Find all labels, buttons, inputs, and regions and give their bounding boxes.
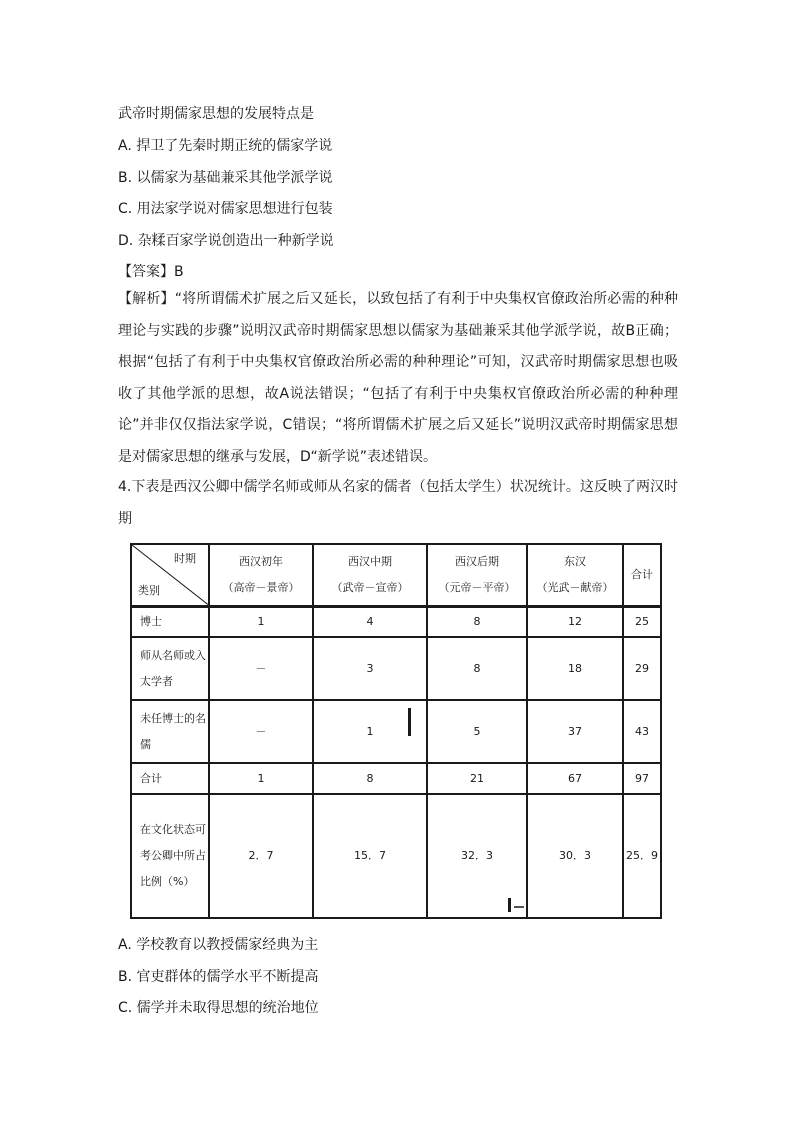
- table-cell: 5: [427, 700, 527, 763]
- table-cell: －: [209, 700, 313, 763]
- table-cell: 1: [313, 700, 427, 763]
- table-cell: 25: [623, 606, 661, 637]
- table-cell: 29: [623, 637, 661, 700]
- table-cell: 21: [427, 763, 527, 794]
- table-cell: 12: [527, 606, 623, 637]
- table-cell: 15．7: [313, 794, 427, 918]
- table-cell: 2．7: [209, 794, 313, 918]
- option-d: D. 杂糅百家学说创造出一种新学说: [118, 233, 334, 249]
- row-label: 在文化状态可考公卿中所占比例（%）: [131, 794, 209, 918]
- option-a: A. 捍卫了先秦时期正统的儒家学说: [118, 138, 333, 154]
- column-header: 西汉初年 （高帝－景帝）: [209, 544, 313, 606]
- table-cell: －: [209, 637, 313, 700]
- table-row: [131, 794, 661, 918]
- table-cell: 8: [313, 763, 427, 794]
- table-row: [131, 606, 661, 637]
- question-4-option-a: A. 学校教育以教授儒家经典为主: [118, 937, 319, 953]
- table-cell: 37: [527, 700, 623, 763]
- corner-period-label: 时期: [174, 552, 196, 565]
- answer: 【答案】B: [118, 264, 184, 280]
- table-cell: 18: [527, 637, 623, 700]
- table-cell: 4: [313, 606, 427, 637]
- table-cell: 1: [209, 606, 313, 637]
- column-header: 西汉后期 （元帝－平帝）: [427, 544, 527, 606]
- table-cell: 43: [623, 700, 661, 763]
- table-cell: 1: [209, 763, 313, 794]
- table-cell: 30．3: [527, 794, 623, 918]
- scan-artifact-mark: [408, 708, 411, 736]
- table-cell: 67: [527, 763, 623, 794]
- column-header: 东汉 （光武－献帝）: [527, 544, 623, 606]
- row-label: 师从名师或入太学者: [131, 637, 209, 700]
- question-4-stem: 4.下表是西汉公卿中儒学名师或师从名家的儒者（包括太学生）状况统计。这反映了两汉时期: [118, 479, 678, 527]
- table-cell: 32．3: [427, 794, 527, 918]
- row-label: 博士: [131, 606, 209, 637]
- table-row: [131, 763, 661, 794]
- table-cell: 97: [623, 763, 661, 794]
- table-corner-header: [131, 544, 209, 606]
- corner-category-label: 类别: [138, 583, 160, 597]
- table-row: [131, 700, 661, 763]
- row-label: 未任博士的名儒: [131, 700, 209, 763]
- table-cell: 25．9: [623, 794, 661, 918]
- table-row: [131, 637, 661, 700]
- question-3-stem-tail: 武帝时期儒家思想的发展特点是: [118, 106, 314, 122]
- column-header: 西汉中期 （武帝－宣帝）: [313, 544, 427, 606]
- column-header: 合计: [623, 544, 661, 606]
- analysis: 【解析】“将所谓儒术扩展之后又延长，以致包括了有利于中央集权官僚政治所必需的种种理论与实践的步骤”说明汉武帝时期儒家思想以儒家为基础兼采其他学派学说，故B正确；根据“包括了有利于中央集权官僚政治所必需的种种理论”可知，汉武帝时期儒家思想也吸收了其他学派的思想，故A说法错误；“包括了有利于中央集权官僚政治所必需的种种理论”并非仅仅指法家学说，C错误；“将所谓儒术扩展之后又延长”说明汉武帝时期儒家思想是对儒家思想的继承与发展，D“新学说”表述错误。: [118, 291, 678, 465]
- option-c: C. 用法家学说对儒家思想进行包装: [118, 201, 333, 217]
- question-4-option-c: C. 儒学并未取得思想的统治地位: [118, 1000, 319, 1016]
- option-b: B. 以儒家为基础兼采其他学派学说: [118, 170, 333, 186]
- table-cell: 3: [313, 637, 427, 700]
- scan-artifact-mark: [508, 898, 530, 912]
- row-label: 合计: [131, 763, 209, 794]
- statistics-table: [130, 543, 662, 919]
- question-4-option-b: B. 官吏群体的儒学水平不断提高: [118, 969, 319, 985]
- table-cell: 8: [427, 637, 527, 700]
- table-cell: 8: [427, 606, 527, 637]
